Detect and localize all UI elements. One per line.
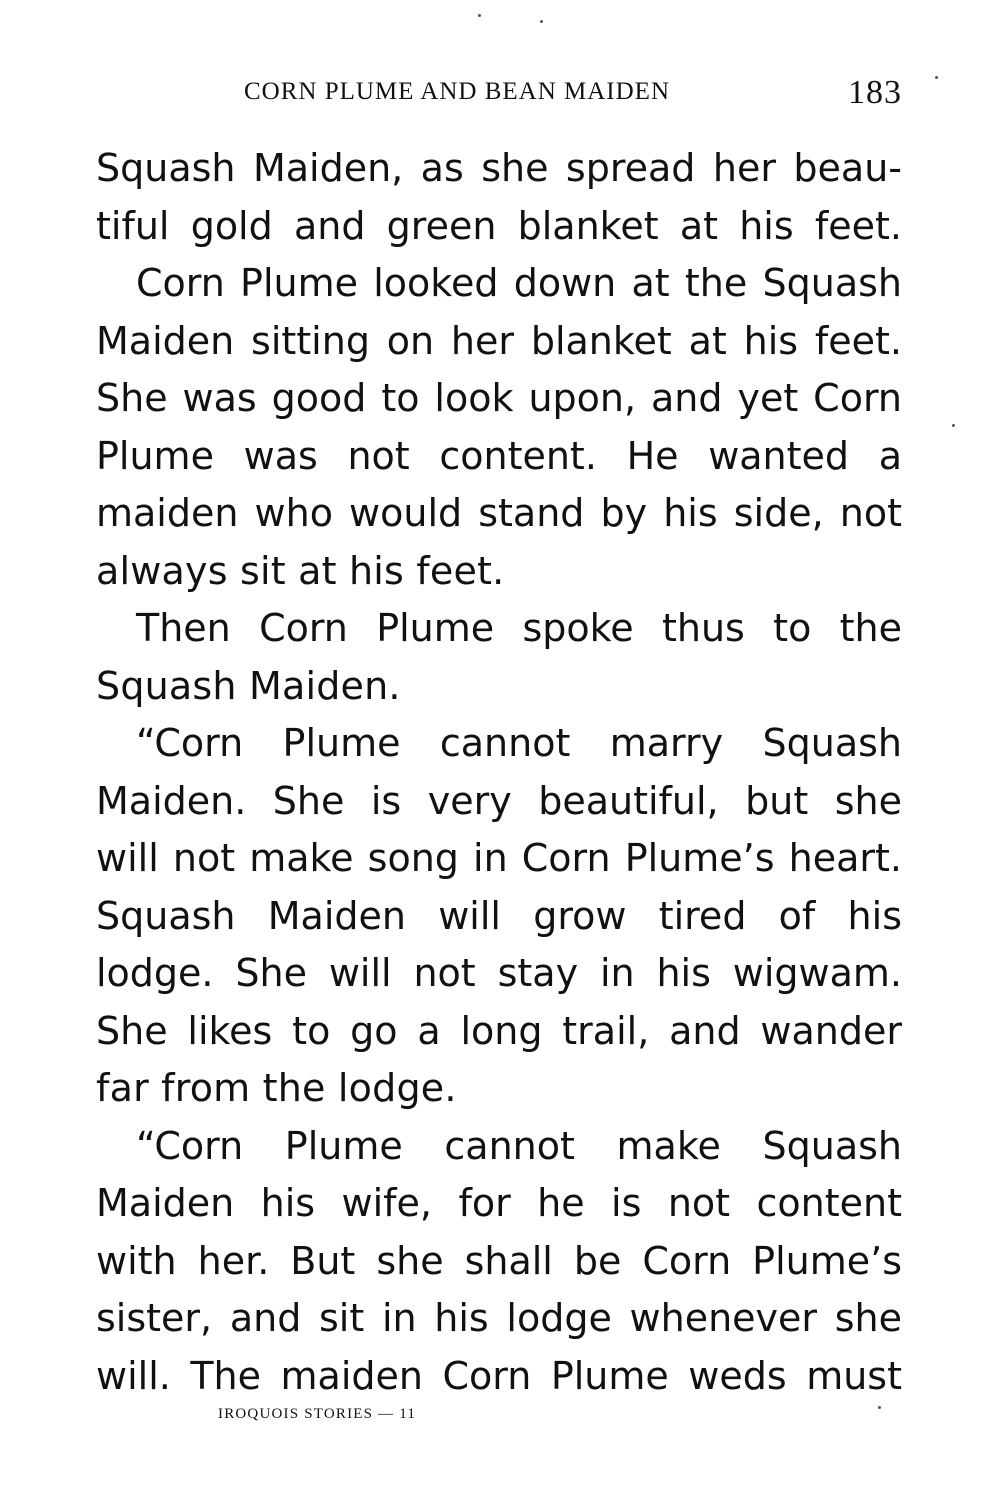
text-line: She was good to look upon, and yet Corn [96, 376, 902, 420]
text-line: will. The maiden Corn Plume weds must [96, 1353, 902, 1398]
text-line: Maiden his wife, for he is not content [96, 1181, 902, 1225]
text-line: “Corn Plume cannot make Squash [136, 1123, 902, 1168]
body-text [96, 140, 902, 1405]
text-line: sister, and sit in his lodge whenever she [96, 1296, 902, 1340]
text-line: lodge. She will not stay in his wigwam. [96, 951, 902, 995]
text-line: maiden who would stand by his side, not [96, 491, 902, 535]
page-header [96, 74, 902, 118]
page-number: 183 [848, 74, 902, 111]
text-line: She likes to go a long trail, and wander [96, 1008, 902, 1053]
text-line: tiful gold and green blanket at his feet. [96, 203, 902, 248]
text-line: far from the lodge. [96, 1066, 457, 1110]
text-line: Squash Maiden, as she spread her beau- [96, 146, 902, 190]
text-line: always sit at his feet. [96, 548, 505, 593]
text-line: with her. But she shall be Corn Plume’s [96, 1238, 902, 1283]
scan-speck [540, 20, 543, 23]
printer-signature: IROQUOIS STORIES — 11 [218, 1406, 417, 1422]
text-line: “Corn Plume cannot marry Squash [136, 721, 902, 765]
text-line: Squash Maiden. [96, 663, 401, 708]
text-line: Corn Plume looked down at the Squash [136, 261, 902, 305]
scan-speck [935, 76, 938, 79]
text-line: will not make song in Corn Plume’s heart. [96, 836, 902, 880]
text-line: Maiden. She is very beautiful, but she [96, 778, 902, 823]
running-title: CORN PLUME AND BEAN MAIDEN [244, 78, 671, 105]
scan-speck [952, 424, 955, 427]
text-line: Then Corn Plume spoke thus to the [136, 606, 902, 650]
text-line: Plume was not content. He wanted a [96, 433, 902, 478]
scan-speck [478, 14, 481, 17]
text-line: Squash Maiden will grow tired of his [96, 893, 902, 938]
scan-speck [878, 1406, 881, 1409]
text-line: Maiden sitting on her blanket at his feet. [96, 318, 902, 363]
